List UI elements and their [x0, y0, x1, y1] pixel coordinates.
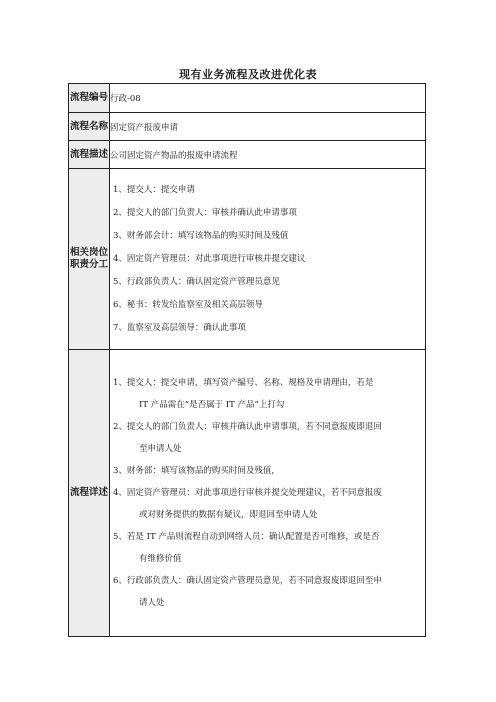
role-item: 1、提交人：提交申请: [113, 184, 195, 195]
roles-cell: [110, 169, 426, 350]
label-process-desc: 流程描述: [69, 141, 110, 169]
role-item: 3、财务部会计：填写该物品的购买时间及残值: [113, 230, 289, 241]
value-process-code: 行政-08: [110, 84, 426, 113]
label-process-detail: 流程详述: [69, 350, 110, 637]
process-step: [113, 526, 420, 570]
role-item: 6、秘书：转发给监察室及相关高层领导: [113, 299, 263, 310]
process-step-line: 5、若是 IT 产品则流程自动到网络人员：确认配置是否可维修，或是否: [113, 532, 380, 542]
role-item: 4、固定资产管理员：对此事项进行审核并提交建议: [113, 253, 306, 264]
process-step: [113, 460, 420, 482]
process-step-line: 1、提交人：提交申请，填写资产编号、名称、规格及申请理由，若是: [113, 378, 374, 388]
process-step-line: 6、行政部负责人：确认固定资产管理员意见，若不同意报废即退回至申: [113, 576, 382, 586]
process-step-continuation: 请人处: [139, 598, 165, 608]
process-step: [113, 372, 420, 416]
process-step-line: 3、财务部：填写该物品的购买时间及残值，: [113, 466, 280, 476]
process-step-continuation: 至申请人处: [139, 444, 182, 454]
label-process-code: 流程编号: [69, 84, 110, 113]
process-step-line: 4、固定资产管理员：对此事项进行审核并提交处理建议，若不同意报废: [113, 488, 382, 498]
table-row-process: [69, 350, 426, 637]
process-step-continuation: 或对财务提供的数据有疑议，即退回至申请人处: [139, 510, 318, 520]
process-table: [68, 83, 426, 637]
role-item: 5、行政部负责人：确认固定资产管理员意见: [113, 276, 280, 287]
process-step-line: 2、提交人的部门负责人：审核并确认此申请事项，若不同意报废即退回: [113, 422, 382, 432]
value-process-desc: 公司固定资产物品的报废申请流程: [110, 141, 426, 169]
process-list: [110, 370, 425, 616]
process-step-continuation: 有维修价值: [139, 554, 182, 564]
table-row-code: [69, 84, 426, 113]
table-row-desc: [69, 141, 426, 169]
process-cell: [110, 350, 426, 637]
process-step: [113, 482, 420, 526]
roles-list: [110, 177, 425, 342]
label-process-name: 流程名称: [69, 113, 110, 141]
process-step-continuation: IT 产品需在“是否属于 IT 产品”上打勾: [139, 400, 285, 410]
label-roles: 相关岗位职责分工: [69, 169, 110, 350]
role-item: 2、提交人的部门负责人：审核并确认此申请事项: [113, 207, 297, 218]
page-title: 现有业务流程及改进优化表: [179, 68, 317, 81]
role-item: 7、监察室及高层领导：确认此事项: [113, 322, 246, 333]
table-row-name: [69, 113, 426, 141]
process-step: [113, 416, 420, 460]
table-row-roles: [69, 169, 426, 350]
value-process-name: 固定资产报废申请: [110, 113, 426, 141]
process-step: [113, 570, 420, 614]
